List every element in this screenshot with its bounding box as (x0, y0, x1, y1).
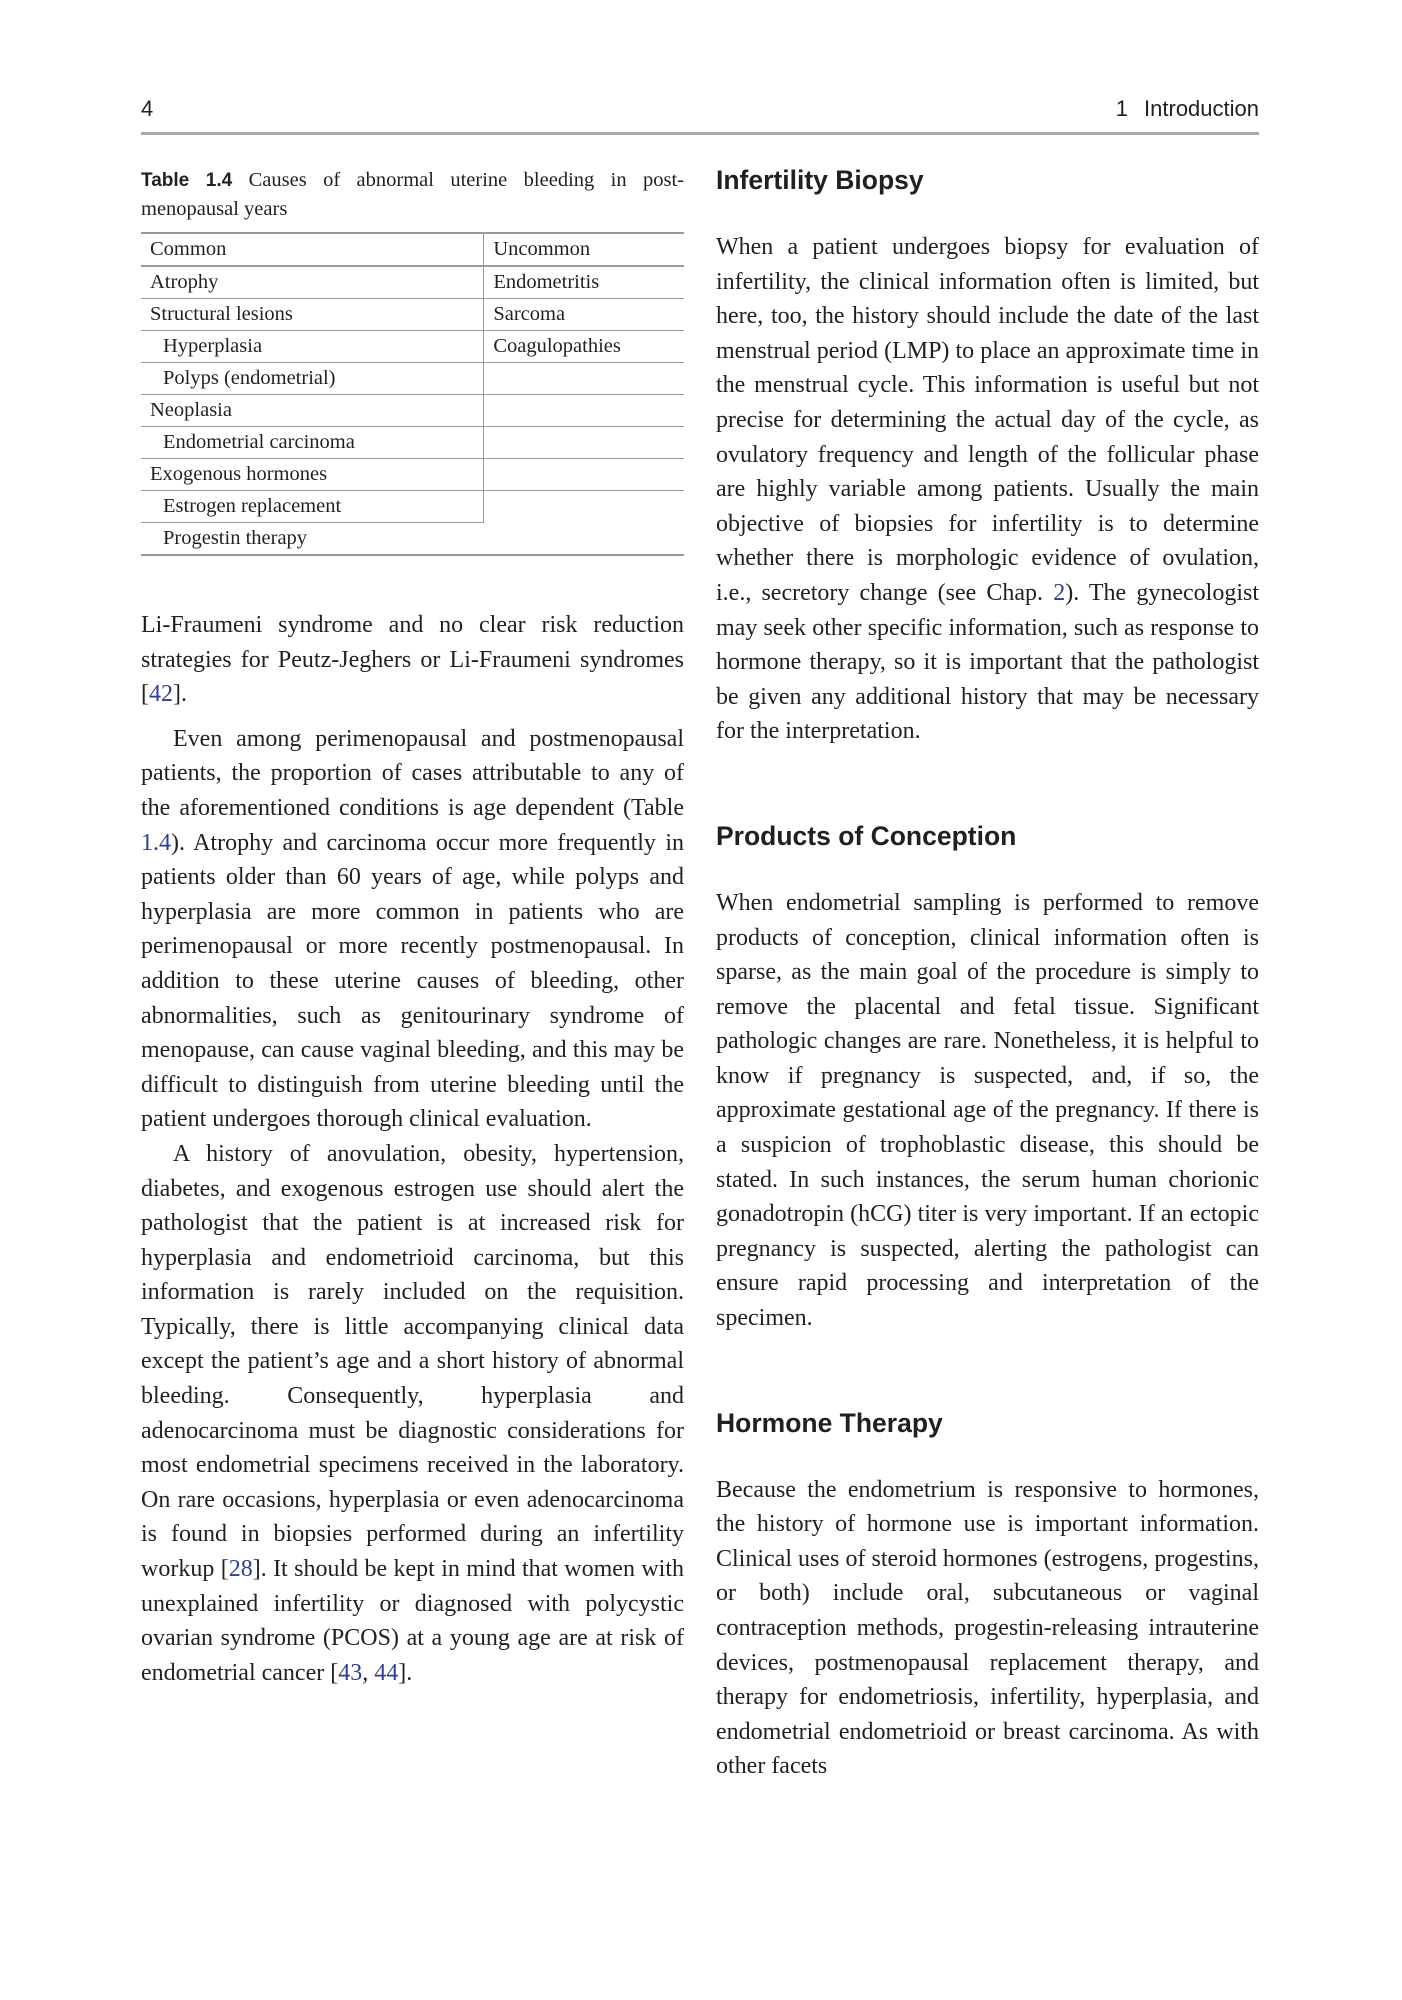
table-cell (484, 395, 684, 427)
paragraph-text: ). Atrophy and carcinoma occur more frequently in patients older than 60 years of age, while polyps and hyperplasia are more common in patients who are perimenopausal or more recently postmenopausal. In addition to these uterine causes of bleeding, other abnormalities, such as genitourinary syndrome of menopause, can cause vaginal bleeding, and this may be difficult to distinguish from uterine bleeding until the patient undergoes thorough clinical evaluation. (141, 829, 684, 1133)
table-cell: Estrogen replacement (141, 491, 484, 523)
left-column (141, 608, 684, 1690)
chapter-title: Introduction (1144, 96, 1259, 121)
table-row (141, 266, 684, 299)
table-row (141, 459, 684, 491)
table-cell (484, 523, 684, 556)
paragraph (716, 230, 1259, 749)
table-row (141, 523, 684, 556)
table-header-cell: Uncommon (484, 233, 684, 266)
paragraph-text: , (362, 1659, 375, 1686)
table-row (141, 299, 684, 331)
paragraph-text: Even among perimenopausal and postmenopausal patients, the proportion of cases attributable to any of the aforementioned conditions is age dependent (Table (141, 725, 684, 821)
paragraph-text: A history of anovulation, obesity, hypertension, diabetes, and exogenous estrogen use should alert the pathologist that the patient is at increased risk for hyperplasia and endometrioid carcinoma, but this information is rarely included on the requisition. Typically, there is little accompanying clinical data except the patient’s age and a short history of abnormal bleeding. Consequently, hyperplasia and adenocarcinoma must be diagnostic considerations for most endometrial specimens received in the laboratory. On rare occasions, hyperplasia or even adenocarcinoma is found in biopsies performed during an infertility workup [ (141, 1140, 684, 1583)
table-cell: Progestin therapy (141, 523, 484, 556)
table-cell: Neoplasia (141, 395, 484, 427)
paragraph (141, 1137, 684, 1691)
paragraph: When endometrial sampling is performed to remove products of conception, clinical information often is sparse, as the main goal of the procedure is simply to remove the placental and fetal tissue. Significant pathologic changes are rare. Nonetheless, it is helpful to know if pregnancy is suspected, and, if so, the approximate gestational age of the pregnancy. If there is a suspicion of trophoblastic disease, this should be stated. In such instances, the serum human chorionic gonadotropin (hCG) titer is very important. If an ectopic pregnancy is suspected, alerting the pathologist can ensure rapid processing and interpretation of the specimen. (716, 889, 1259, 1332)
table-cell (484, 491, 684, 523)
table-cell: Endometrial carcinoma (141, 427, 484, 459)
paragraph-text: ]. (398, 1659, 413, 1686)
table-cell: Endometritis (484, 266, 684, 299)
running-head (141, 96, 1259, 130)
paragraph-text: ]. (173, 681, 187, 708)
table-cell: Hyperplasia (141, 331, 484, 363)
table-cell: Exogenous hormones (141, 459, 484, 491)
table-header-cell: Common (141, 233, 484, 266)
table-row (141, 331, 684, 363)
table-header-row (141, 233, 684, 266)
paragraph-text: When a patient undergoes biopsy for evaluation of infertility, the clinical information often is limited, but here, too, the history should include the date of the last menstrual period (LMP) to place an approximate time in the menstrual cycle. This information is useful but not precise for determining the actual day of the cycle, as ovulatory frequency and length of the follicular phase are highly variable among patients. Usually the main objective of biopsies for infertility is to determine whether there is morphologic evidence of ovulation, i.e., secretory change (see Chap. (716, 234, 1259, 606)
table-cell: Polyps (endometrial) (141, 363, 484, 395)
table-cell: Atrophy (141, 266, 484, 299)
citation-link[interactable]: 44 (374, 1659, 399, 1686)
table-row (141, 363, 684, 395)
causes-table (141, 232, 684, 556)
chapter-heading (1116, 96, 1259, 122)
table-row (141, 395, 684, 427)
table-cell: Coagulopathies (484, 331, 684, 363)
table-cell: Sarcoma (484, 299, 684, 331)
table-reference-link[interactable]: 1.4 (141, 829, 171, 856)
right-column (716, 165, 1259, 1784)
page-number: 4 (141, 96, 154, 121)
citation-link[interactable]: 28 (228, 1556, 253, 1583)
table-cell (484, 459, 684, 491)
paragraph-text: ). The gynecologist may seek other specific information, such as response to hormone therapy, so it is important that the pathologist be given any additional history that may be necessary for the interpretation. (716, 579, 1259, 745)
table-cell (484, 363, 684, 395)
paragraph (141, 608, 684, 712)
paragraph: Because the endometrium is responsive to hormones, the history of hormone use is important information. Clinical uses of steroid hormones (estrogens, progestins, or both) include oral, subcutaneous or vaginal contraception methods, progestin-releasing intrauterine devices, postmenopausal replacement therapy, and therapy for endometriosis, infertility, hyperplasia, and endometrial endometrioid or breast carcinoma. As with other facets (716, 1476, 1259, 1780)
table-label: Table 1.4 (141, 170, 233, 191)
table-caption-text: Causes of abnormal uterine bleeding in post-menopausal years (141, 169, 685, 220)
paragraph-text: ]. It should be kept in mind that women with unexplained infertility or diagnosed with polycystic ovarian syndrome (PCOS) at a young age are at risk of endometrial cancer [ (141, 1556, 684, 1686)
section-heading: Hormone Therapy (716, 1407, 943, 1438)
section-heading: Infertility Biopsy (716, 165, 924, 195)
header-rule (141, 132, 1259, 135)
table-cell: Structural lesions (141, 299, 484, 331)
table-caption (141, 166, 684, 223)
paragraph (141, 722, 684, 1137)
citation-link[interactable]: 42 (149, 681, 173, 708)
table-cell (484, 427, 684, 459)
citation-link[interactable]: 43 (338, 1659, 363, 1686)
chapter-reference-link[interactable]: 2 (1053, 579, 1066, 606)
table-row (141, 427, 684, 459)
chapter-number: 1 (1115, 96, 1129, 121)
paragraph-text: Li-Fraumeni syndrome and no clear risk reduction strategies for Peutz-Jeghers or Li-Fraumeni syndromes [ (141, 612, 684, 708)
table-row (141, 491, 684, 523)
section-heading: Products of Conception (716, 820, 1017, 851)
